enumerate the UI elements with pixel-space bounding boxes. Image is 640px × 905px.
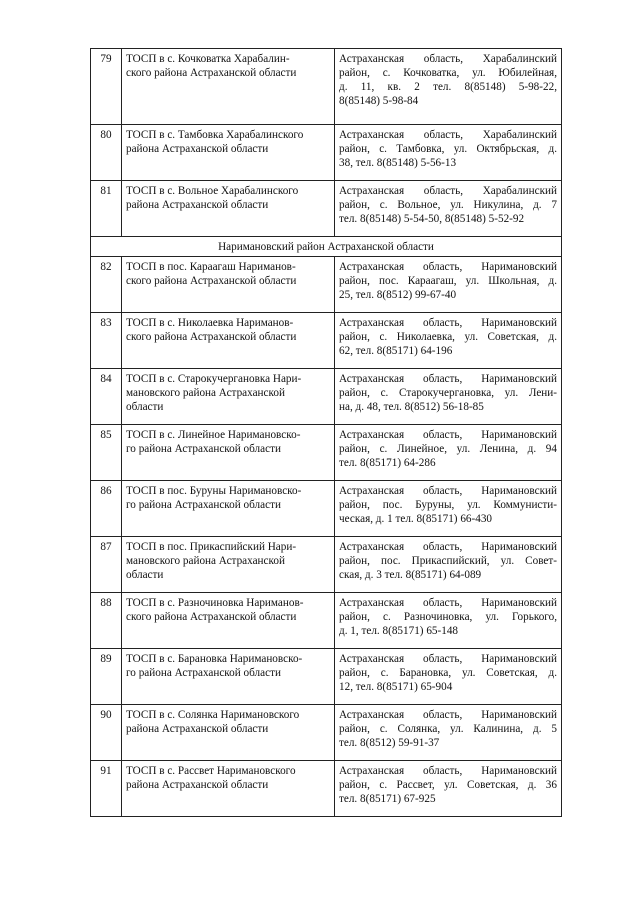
organization-name (122, 257, 335, 313)
row-number: 91 (91, 761, 122, 817)
address-line: 8(85148) 5-98-84 (339, 95, 419, 107)
table-row (91, 369, 562, 425)
organization-address (335, 537, 562, 593)
table-row (91, 125, 562, 181)
address-line: тел. 8(8512) 59-91-37 (339, 737, 440, 749)
name-line: ТОСП в с. Старокучергановка Нари- (126, 373, 302, 385)
table-row (91, 313, 562, 369)
address-line: ческая, д. 1 тел. 8(85171) 66-430 (339, 513, 493, 525)
name-line: ТОСП в с. Линейное Наримановско- (126, 429, 301, 441)
name-line: ского района Астраханской области (126, 275, 297, 287)
row-number: 90 (91, 705, 122, 761)
address-line: Астраханская область, Наримановский (339, 597, 557, 609)
organization-address (335, 481, 562, 537)
address-line: тел. 8(85171) 67-925 (339, 793, 436, 805)
address-line: район, с. Рассвет, ул. Советская, д. 36 (339, 779, 557, 791)
address-line: район, с. Барановка, ул. Советская, д. (339, 667, 557, 679)
name-line: ТОСП в пос. Караагаш Нариманов- (126, 261, 296, 273)
name-line: области (126, 569, 164, 581)
address-line: район, пос. Прикаспийский, ул. Совет- (339, 555, 557, 567)
table-row (91, 537, 562, 593)
table-row (91, 181, 562, 237)
address-line: 62, тел. 8(85171) 64-196 (339, 345, 453, 357)
address-line: район, пос. Караагаш, ул. Школьная, д. (339, 275, 557, 287)
organization-name (122, 49, 335, 125)
row-number: 89 (91, 649, 122, 705)
row-number: 82 (91, 257, 122, 313)
organization-table (90, 48, 562, 817)
row-number: 88 (91, 593, 122, 649)
table-row (91, 425, 562, 481)
organization-name (122, 537, 335, 593)
organization-address (335, 181, 562, 237)
name-line: ТОСП в с. Солянка Наримановского (126, 709, 300, 721)
organization-address (335, 425, 562, 481)
address-line: район, с. Кочковатка, ул. Юбилейная, (339, 67, 557, 79)
row-number: 87 (91, 537, 122, 593)
address-line: Астраханская область, Наримановский (339, 373, 557, 385)
name-line: ского района Астраханской области (126, 611, 297, 623)
table-row (91, 481, 562, 537)
name-line: ТОСП в с. Барановка Наримановско- (126, 653, 303, 665)
table-row (91, 761, 562, 817)
name-line: ТОСП в с. Кочковатка Харабалин- (126, 53, 290, 65)
name-line: области (126, 401, 164, 413)
address-line: район, с. Николаевка, ул. Советская, д. (339, 331, 557, 343)
name-line: ТОСП в с. Разночиновка Нариманов- (126, 597, 304, 609)
row-number: 86 (91, 481, 122, 537)
name-line: ТОСП в с. Рассвет Наримановского (126, 765, 296, 777)
table-row (91, 49, 562, 125)
organization-address (335, 649, 562, 705)
section-row (91, 237, 562, 257)
address-line: Астраханская область, Наримановский (339, 709, 557, 721)
address-line: район, с. Разночиновка, ул. Горького, (339, 611, 557, 623)
address-line: Астраханская область, Наримановский (339, 541, 557, 553)
address-line: Астраханская область, Харабалинский (339, 185, 557, 197)
name-line: района Астраханской области (126, 199, 269, 211)
table-row (91, 593, 562, 649)
address-line: Астраханская область, Харабалинский (339, 53, 557, 65)
organization-name (122, 369, 335, 425)
table-row (91, 705, 562, 761)
name-line: го района Астраханской области (126, 443, 281, 455)
name-line: ского района Астраханской области (126, 67, 297, 79)
address-line: район, с. Тамбовка, ул. Октябрьская, д. (339, 143, 557, 155)
organization-address (335, 125, 562, 181)
organization-address (335, 705, 562, 761)
table-row (91, 257, 562, 313)
name-line: ТОСП в пос. Буруны Наримановско- (126, 485, 302, 497)
organization-name (122, 481, 335, 537)
table-row (91, 649, 562, 705)
name-line: ТОСП в с. Тамбовка Харабалинского (126, 129, 304, 141)
address-line: 12, тел. 8(85171) 65-904 (339, 681, 453, 693)
organization-name (122, 649, 335, 705)
address-line: Астраханская область, Наримановский (339, 317, 557, 329)
organization-name (122, 425, 335, 481)
row-number: 81 (91, 181, 122, 237)
name-line: ского района Астраханской области (126, 331, 297, 343)
row-number: 85 (91, 425, 122, 481)
address-line: Астраханская область, Наримановский (339, 485, 557, 497)
organization-name (122, 181, 335, 237)
name-line: мановского района Астраханской (126, 555, 285, 567)
organization-address (335, 49, 562, 125)
address-line: Астраханская область, Харабалинский (339, 129, 557, 141)
address-line: Астраханская область, Наримановский (339, 429, 557, 441)
address-line: д. 1, тел. 8(85171) 65-148 (339, 625, 459, 637)
row-number: 80 (91, 125, 122, 181)
address-line: на, д. 48, тел. 8(8512) 56-18-85 (339, 401, 484, 413)
name-line: го района Астраханской области (126, 667, 281, 679)
address-line: тел. 8(85148) 5-54-50, 8(85148) 5-52-92 (339, 213, 525, 225)
row-number: 83 (91, 313, 122, 369)
row-number: 79 (91, 49, 122, 125)
organization-address (335, 593, 562, 649)
row-number: 84 (91, 369, 122, 425)
name-line: мановского района Астраханской (126, 387, 285, 399)
address-line: Астраханская область, Наримановский (339, 261, 557, 273)
name-line: ТОСП в с. Вольное Харабалинского (126, 185, 299, 197)
organization-address (335, 761, 562, 817)
name-line: го района Астраханской области (126, 499, 281, 511)
address-line: тел. 8(85171) 64-286 (339, 457, 436, 469)
address-line: район, с. Вольное, ул. Никулина, д. 7 (339, 199, 557, 211)
name-line: района Астраханской области (126, 723, 269, 735)
name-line: района Астраханской области (126, 779, 269, 791)
address-line: Астраханская область, Наримановский (339, 653, 557, 665)
address-line: 38, тел. 8(85148) 5-56-13 (339, 157, 457, 169)
address-line: район, с. Солянка, ул. Калинина, д. 5 (339, 723, 557, 735)
address-line: Астраханская область, Наримановский (339, 765, 557, 777)
address-line: 25, тел. 8(8512) 99-67-40 (339, 289, 457, 301)
address-line: район, пос. Буруны, ул. Коммунисти- (339, 499, 557, 511)
address-line: район, с. Старокучергановка, ул. Лени- (339, 387, 557, 399)
organization-name (122, 761, 335, 817)
organization-address (335, 313, 562, 369)
address-line: д. 11, кв. 2 тел. 8(85148) 5-98-22, (339, 81, 557, 93)
table-body (91, 49, 562, 817)
organization-name (122, 125, 335, 181)
section-title: Наримановский район Астраханской области (91, 237, 562, 257)
name-line: ТОСП в с. Николаевка Нариманов- (126, 317, 294, 329)
organization-name (122, 593, 335, 649)
address-line: район, с. Линейное, ул. Ленина, д. 94 (339, 443, 557, 455)
organization-address (335, 257, 562, 313)
organization-name (122, 313, 335, 369)
organization-address (335, 369, 562, 425)
name-line: ТОСП в пос. Прикаспийский Нари- (126, 541, 297, 553)
organization-name (122, 705, 335, 761)
name-line: района Астраханской области (126, 143, 269, 155)
address-line: ская, д. 3 тел. 8(85171) 64-089 (339, 569, 482, 581)
